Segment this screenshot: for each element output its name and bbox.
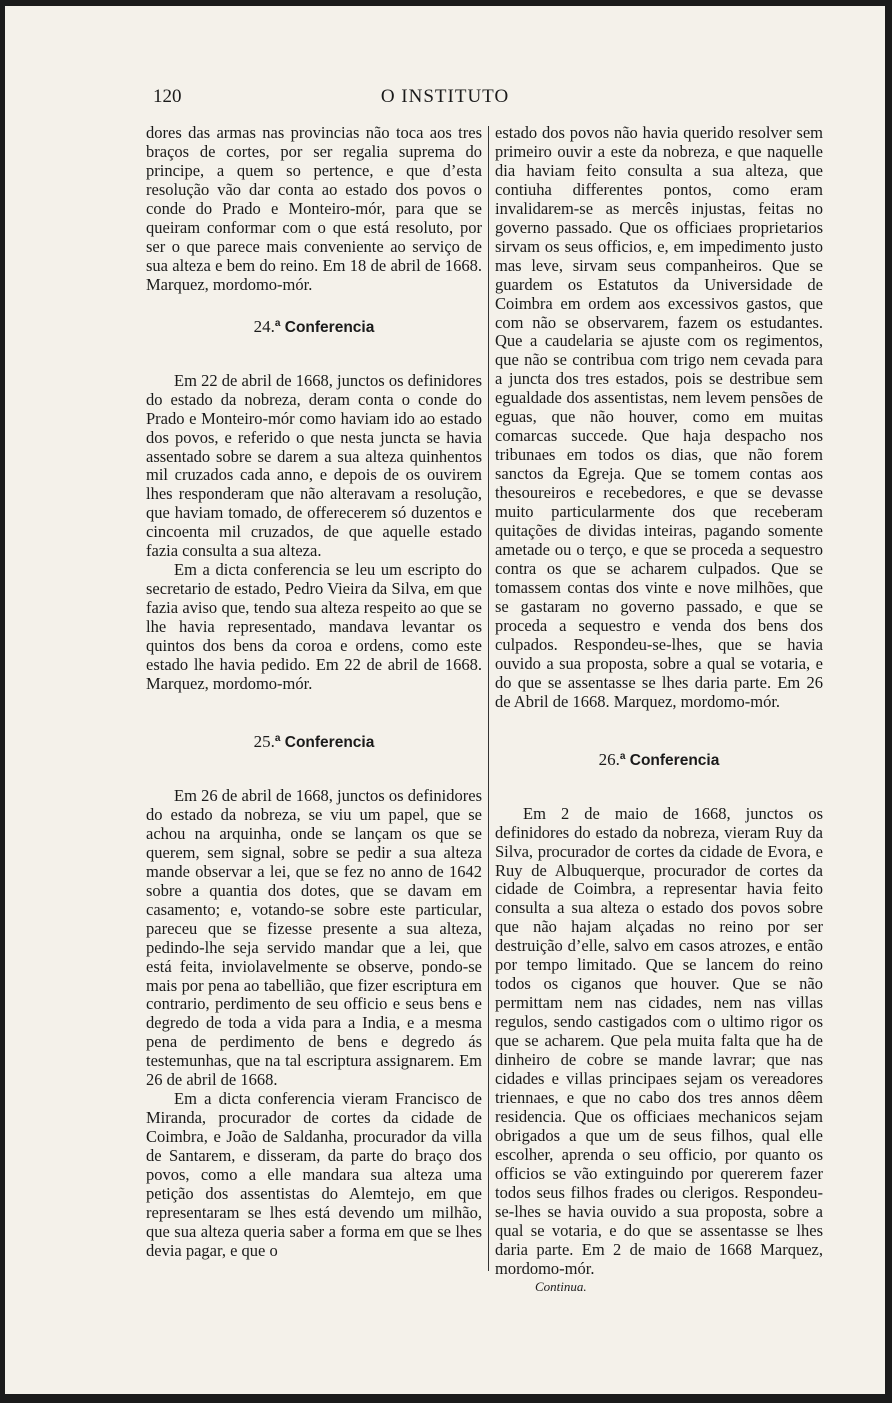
section-heading-26 bbox=[495, 748, 823, 771]
paragraph: Em a dicta conferencia vieram Francisco de Miranda, procurador de cortes da cidade de Coimbra, e João de Saldanha, procurador da villa de Santarem, e disseram, da parte do braço dos povos, como a elle mandara sua alteza uma petição dos assentistas do Alemtejo, em que representaram se lhes está devendo um milhão, que sua alteza queria saber a forma em que se lhes devia pagar, e que o bbox=[146, 1089, 482, 1260]
running-title: O INSTITUTO bbox=[380, 86, 510, 107]
left-column bbox=[146, 124, 482, 1261]
section-heading-25 bbox=[146, 730, 482, 753]
paragraph: Em a dicta conferencia se leu um escripto do secretario de estado, Pedro Vieira da Silva, em que fazia aviso que, tendo sua alteza respeito ao que se lhe havia representado, mandava levantar os quintos dos bens da coroa e ordens, como este estado lhe havia pedido. Em 22 de abril de 1668. Marquez, mordomo-mór. bbox=[146, 560, 482, 693]
section-heading-24 bbox=[146, 315, 482, 338]
paragraph: estado dos povos não havia querido resolver sem primeiro ouvir a este da nobreza, e que naquelle dia haviam feito consulta a sua alteza, que contiuha differentes pontos, como eram invalidarem-se as mercês injustas, feitas no governo passado. Que os officiaes proprietarios sirvam os seus officios, e, em impedimento justo mas leve, sirvam seus companheiros. Que se guardem os Estatutos da Universidade de Coimbra em ordem aos excessivos gastos, que com não se observarem, fazem os estudantes. Que a caudelaria se ajuste com os regimentos, que não se contribua com trigo nem cevada para a juncta dos tres estados, pois se destribue sem egualdade dos assentistas, nem levem pensões de eguas, que não houver, como em muitas comarcas succede. Que haja despacho nos tribunaes em todos os dias, que não forem sanctos da Egreja. Que se tomem contas aos thesoureiros e recebedores, e que se devasse muito particularmente dos que receberam quitações de dividas inteiras, pagando somente ametade ou o terço, e que se proceda a sequestro contra os que se acharem culpados. Que se tomassem contas dos vinte e nove milhões, que se gastaram no governo passado, e que se proceda a sequestro e venda dos bens dos culpados. Respondeu-se-lhes, que se havia ouvido a sua proposta, sobre a qual se votaria, e do que se assentasse se lhes daria parte. Em 26 de Abril de 1668. Marquez, mordomo-mór. bbox=[495, 123, 823, 711]
heading-number: 24. bbox=[253, 316, 275, 336]
heading-word: Conferencia bbox=[284, 734, 375, 752]
heading-word: Conferencia bbox=[284, 318, 375, 336]
heading-ordinal: a bbox=[274, 732, 281, 744]
heading-word: Conferencia bbox=[629, 751, 720, 769]
continuation-note: Continua. bbox=[535, 1279, 587, 1295]
page-number: 120 bbox=[153, 86, 182, 107]
column-divider bbox=[488, 126, 489, 1271]
heading-ordinal: a bbox=[619, 750, 626, 762]
heading-number: 26. bbox=[598, 749, 620, 769]
right-column bbox=[495, 124, 823, 1297]
paragraph: dores das armas nas provincias não toca aos tres braços de cortes, por ser regalia suprema do principe, a quem so pertence, e que d’esta resolução vão dar conta ao estado dos povos o conde do Prado e Monteiro-mór, para que se queiram conformar com o que está resoluto, por ser o que parece mais conveniente ao serviço de sua alteza e bem do reino. Em 18 de abril de 1668. Marquez, mordomo-mór. bbox=[146, 123, 482, 294]
scanned-page bbox=[5, 6, 885, 1394]
heading-number: 25. bbox=[253, 732, 275, 752]
paragraph: Em 26 de abril de 1668, junctos os definidores do estado da nobreza, se viu um papel, que se achou na arquinha, onde se lançam os que se querem, sem signal, sobre se pedir a sua alteza mande observar a lei, que se fez no anno de 1642 sobre a quantia dos dotes, que se davam em casamento; e, votando-se sobre este particular, pareceu que se fizesse presente a sua alteza, pedindo-lhe seja servido mandar que a lei, que está feita, inviolavelmente se observe, pondo-se mais por pena ao tabellião, que fizer escriptura em contrario, perdimento de seu officio e seus bens e degredo de toda a vida para a India, e a mesma pena de perdimento de bens e degredo ás testemunhas, que na tal escriptura assignarem. Em 26 de abril de 1668. bbox=[146, 786, 482, 1090]
paragraph: Em 2 de maio de 1668, junctos os definidores do estado da nobreza, vieram Ruy da Silva, procurador de cortes da cidade de Evora, e Ruy de Albuquerque, procurador de cortes da cidade de Coimbra, a representar havia feito consulta a sua alteza o estado dos povos sobre que não hajam alçadas no reino por ser destruição d’elle, salvo em casos atrozes, e então por tempo limitado. Que se lancem do reino todos os ciganos que houver. Que se não permittam nem nas cidades, nem nas villas regulos, sendo castigados com o ultimo rigor os que se acharem. Que pela muita falta que ha de dinheiro de cobre se mande lavrar; que nas cidades e villas principaes sejam os vereadores triennaes, e que no cabo dos tres annos dêem residencia. Que os officiaes mechanicos sejam obrigados a que um de seus filhos, qual elle escolher, aprenda o seu officio, por quanto os officios se vão extinguindo por quererem fazer todos seus filhos frades ou clerigos. Respondeu-se-lhes se havia ouvido a sua proposta, sobre a qual se votaria, e do que se assentasse se lhes daria parte. Em 2 de maio de 1668 Marquez, mordomo-mór. bbox=[495, 803, 823, 1278]
paragraph: Em 22 de abril de 1668, junctos os definidores do estado da nobreza, deram conta o conde do Prado e Monteiro-mór como haviam ido ao estado dos povos, e referido o que nesta juncta se havia assentado sobre se darem a sua alteza quinhentos mil cruzados cada anno, e depois de os ouvirem lhes responderam que não alteravam a resolução, que haviam tomado, de offerecerem só duzentos e cincoenta mil cruzados, de que aquelle estado fazia consulta a sua alteza. bbox=[146, 370, 482, 561]
heading-ordinal: a bbox=[274, 317, 281, 329]
